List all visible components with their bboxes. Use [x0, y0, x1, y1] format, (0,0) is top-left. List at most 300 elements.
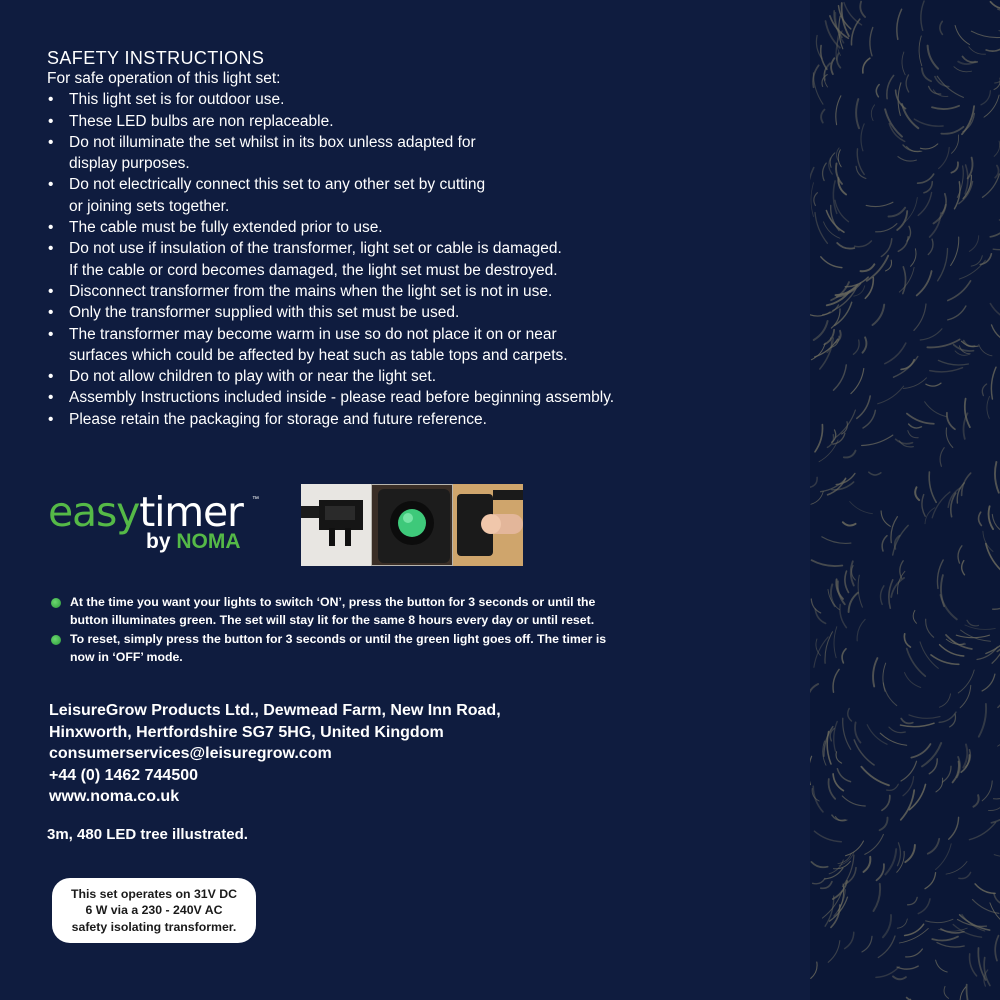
- swirl-stroke: [836, 752, 842, 763]
- logo-by-text: by: [146, 530, 171, 553]
- list-item: [47, 387, 787, 408]
- logo-timer-text: timer: [139, 488, 243, 536]
- swirl-stroke: [878, 936, 895, 958]
- swirl-stroke: [903, 777, 914, 796]
- trademark-symbol: ™: [252, 496, 259, 503]
- swirl-stroke: [816, 639, 821, 655]
- swirl-stroke: [944, 986, 949, 998]
- swirl-stroke: [863, 337, 867, 352]
- safety-list: [47, 89, 787, 430]
- swirl-stroke: [903, 267, 906, 294]
- swirl-stroke: [954, 67, 972, 72]
- swirl-stroke: [990, 903, 1000, 926]
- swirl-stroke: [813, 879, 825, 884]
- address-line-2: Hinxworth, Hertfordshire SG7 5HG, United Kingdom: [49, 723, 444, 741]
- swirl-stroke: [908, 431, 918, 438]
- swirl-stroke: [842, 649, 846, 663]
- swirl-stroke: [865, 834, 884, 854]
- swirl-stroke: [815, 213, 827, 244]
- transformer-plug-photo: [301, 484, 371, 566]
- finger-press-photo: [453, 484, 523, 566]
- decorative-swirl-pattern: [810, 0, 1000, 1000]
- swirl-stroke: [862, 936, 872, 952]
- swirl-stroke: [995, 166, 998, 178]
- swirl-stroke: [844, 451, 856, 458]
- illustration-note: 3m, 480 LED tree illustrated.: [47, 826, 248, 843]
- swirl-stroke: [926, 919, 953, 922]
- bullet-icon: •: [48, 304, 54, 322]
- swirl-stroke: [940, 645, 964, 656]
- bullet-icon: •: [48, 240, 54, 258]
- swirl-stroke: [936, 960, 948, 972]
- swirl-stroke: [947, 413, 955, 429]
- green-button-photo: [371, 484, 453, 566]
- swirl-stroke: [898, 157, 917, 161]
- swirl-stroke: [975, 884, 995, 894]
- list-item: [47, 132, 787, 175]
- swirl-stroke: [882, 796, 890, 811]
- swirl-stroke: [821, 110, 824, 123]
- swirl-stroke: [979, 345, 992, 356]
- swirl-stroke: [856, 99, 859, 128]
- swirl-stroke: [831, 58, 834, 74]
- swirl-stroke: [986, 544, 1000, 572]
- swirl-stroke: [834, 627, 837, 658]
- swirl-stroke: [810, 684, 818, 699]
- swirl-stroke: [857, 396, 870, 418]
- swirl-stroke: [902, 52, 905, 75]
- swirl-stroke: [811, 343, 825, 360]
- swirl-stroke: [994, 894, 1000, 905]
- swirl-stroke: [824, 222, 840, 239]
- swirl-stroke: [811, 962, 817, 978]
- swirl-stroke: [810, 756, 812, 784]
- swirl-stroke: [897, 966, 918, 969]
- swirl-stroke: [899, 268, 914, 293]
- swirl-stroke: [993, 244, 1000, 250]
- swirl-stroke: [814, 831, 841, 842]
- bullet-icon: •: [48, 389, 54, 407]
- easytimer-logo: [48, 490, 263, 560]
- swirl-stroke: [995, 462, 999, 493]
- swirl-stroke: [901, 360, 914, 370]
- swirl-stroke: [823, 305, 839, 315]
- swirl-stroke: [979, 512, 982, 525]
- swirl-stroke: [952, 135, 959, 153]
- swirl-stroke: [896, 439, 913, 443]
- swirl-stroke: [938, 360, 968, 365]
- swirl-stroke: [837, 243, 854, 249]
- swirl-stroke: [953, 762, 959, 783]
- swirl-stroke: [858, 575, 862, 607]
- swirl-stroke: [925, 402, 947, 417]
- swirl-stroke: [936, 844, 952, 870]
- swirl-stroke: [905, 673, 921, 688]
- swirl-stroke: [821, 257, 842, 268]
- logo-easy-text: easy: [48, 488, 140, 536]
- swirl-stroke: [969, 236, 978, 252]
- swirl-stroke: [924, 182, 932, 193]
- swirl-stroke: [994, 78, 1000, 90]
- swirl-stroke: [873, 658, 877, 686]
- swirl-stroke: [829, 779, 836, 799]
- safety-title: SAFETY INSTRUCTIONS: [47, 48, 265, 68]
- swirl-stroke: [897, 9, 902, 39]
- swirl-stroke: [930, 213, 941, 237]
- swirl-stroke: [821, 46, 827, 70]
- swirl-stroke: [845, 932, 854, 948]
- list-item-text: Do not illuminate the set whilst in its box unless adapted for display purposes.: [69, 133, 476, 173]
- bullet-icon: •: [48, 133, 54, 151]
- swirl-stroke: [965, 165, 968, 194]
- swirl-stroke: [882, 536, 887, 551]
- swirl-stroke: [932, 937, 958, 941]
- swirl-stroke: [983, 174, 1000, 197]
- swirl-stroke: [964, 341, 975, 347]
- swirl-stroke: [889, 727, 905, 732]
- swirl-stroke: [995, 936, 998, 961]
- list-item: [47, 366, 787, 387]
- swirl-stroke: [903, 378, 926, 389]
- swirl-stroke: [885, 849, 896, 874]
- swirl-stroke: [831, 282, 849, 300]
- list-item-text: Only the transformer supplied with this set must be used.: [69, 304, 460, 322]
- swirl-stroke: [960, 685, 971, 708]
- swirl-stroke: [898, 843, 901, 866]
- contact-block: [49, 700, 501, 808]
- swirl-stroke: [929, 759, 937, 774]
- swirl-stroke: [823, 163, 827, 180]
- swirl-stroke: [897, 571, 904, 594]
- swirl-stroke: [919, 36, 922, 66]
- swirl-stroke: [994, 855, 1000, 858]
- list-item: [47, 217, 787, 238]
- swirl-stroke: [994, 141, 1000, 156]
- swirl-stroke: [973, 900, 999, 914]
- list-item-text: Do not allow children to play with or near the light set.: [69, 368, 437, 386]
- bullet-icon: •: [48, 91, 54, 109]
- swirl-stroke: [810, 477, 817, 487]
- swirl-stroke: [883, 663, 886, 691]
- swirl-stroke: [937, 943, 964, 947]
- swirl-stroke: [990, 224, 1000, 237]
- swirl-stroke: [862, 435, 893, 445]
- swirl-stroke: [874, 884, 881, 911]
- swirl-stroke: [864, 857, 871, 872]
- swirl-stroke: [969, 47, 986, 54]
- swirl-stroke: [873, 305, 885, 325]
- swirl-stroke: [814, 321, 828, 340]
- swirl-stroke: [992, 325, 1000, 342]
- bullet-icon: •: [48, 176, 54, 194]
- swirl-stroke: [870, 28, 873, 56]
- swirl-stroke: [822, 537, 851, 544]
- list-item-text: Assembly Instructions included inside - please read before beginning assembly.: [69, 389, 615, 407]
- list-item-text: The transformer may become warm in use so do not place it on or near surfaces which could be affected by heat such as table tops and carpets.: [69, 325, 568, 364]
- swirl-stroke: [896, 90, 906, 109]
- swirl-stroke: [946, 428, 953, 448]
- swirl-stroke: [813, 73, 823, 104]
- swirl-stroke: [909, 784, 925, 809]
- swirl-stroke: [948, 281, 971, 301]
- swirl-stroke: [941, 127, 963, 134]
- swirl-stroke: [906, 75, 909, 92]
- swirl-stroke: [834, 365, 847, 390]
- swirl-stroke: [938, 249, 948, 281]
- swirl-stroke: [876, 967, 899, 978]
- swirl-stroke: [963, 57, 978, 63]
- swirl-stroke: [899, 928, 928, 943]
- swirl-stroke: [861, 264, 875, 271]
- swirl-stroke: [825, 632, 833, 664]
- swirl-stroke: [987, 396, 990, 418]
- list-item: [47, 89, 787, 110]
- swirl-stroke: [867, 725, 887, 745]
- swirl-stroke: [911, 744, 930, 758]
- swirl-stroke: [922, 495, 925, 517]
- list-item: [47, 111, 787, 132]
- contact-email: consumerservices@leisuregrow.com: [49, 745, 332, 762]
- swirl-stroke: [932, 492, 950, 518]
- swirl-stroke: [915, 487, 919, 500]
- swirl-stroke: [825, 868, 843, 879]
- swirl-stroke: [881, 511, 890, 526]
- swirl-stroke: [877, 864, 884, 880]
- swirl-stroke: [941, 595, 957, 619]
- swirl-stroke: [838, 150, 841, 167]
- swirl-stroke: [914, 304, 926, 330]
- swirl-stroke: [982, 384, 986, 396]
- swirl-stroke: [982, 781, 992, 801]
- swirl-stroke: [901, 719, 913, 724]
- swirl-stroke: [815, 339, 838, 357]
- swirl-pattern-graphic: [810, 0, 1000, 1000]
- list-item-text: Do not use if insulation of the transformer, light set or cable is damaged. If the cable or cord becomes damaged, the light set must be destroyed.: [69, 240, 562, 279]
- swirl-stroke: [836, 96, 841, 125]
- contact-website: www.noma.co.uk: [49, 788, 180, 805]
- bullet-icon: •: [48, 112, 54, 130]
- swirl-stroke: [861, 767, 889, 786]
- swirl-stroke: [928, 239, 933, 254]
- logo-noma-text: NOMA: [176, 530, 241, 553]
- swirl-stroke: [936, 778, 943, 792]
- swirl-stroke: [967, 620, 979, 626]
- swirl-stroke: [861, 124, 864, 151]
- swirl-stroke: [963, 745, 967, 768]
- swirl-stroke: [901, 790, 914, 820]
- swirl-stroke: [854, 740, 874, 765]
- swirl-stroke: [812, 560, 843, 566]
- swirl-stroke: [946, 862, 967, 875]
- swirl-stroke: [971, 31, 1000, 37]
- swirl-stroke: [836, 410, 855, 437]
- swirl-stroke: [833, 669, 839, 692]
- swirl-stroke: [886, 260, 892, 271]
- swirl-stroke: [914, 119, 943, 126]
- list-item: [47, 238, 787, 281]
- swirl-stroke: [928, 839, 939, 854]
- swirl-stroke: [883, 915, 891, 937]
- swirl-stroke: [917, 271, 932, 295]
- swirl-stroke: [857, 149, 864, 175]
- logo-wordmark: [48, 490, 243, 534]
- swirl-stroke: [863, 410, 875, 428]
- swirl-stroke: [991, 367, 996, 399]
- swirl-stroke: [855, 241, 872, 247]
- swirl-stroke: [897, 919, 907, 928]
- swirl-stroke: [991, 2, 1000, 9]
- swirl-stroke: [837, 769, 850, 782]
- swirl-stroke: [962, 561, 965, 575]
- timer-step-text: At the time you want your lights to switch ‘ON’, press the button for 3 seconds or until the button illuminates green. The set will stay lit for the same 8 hours every day or until reset.: [70, 595, 596, 627]
- swirl-stroke: [960, 987, 966, 1000]
- swirl-stroke: [955, 182, 960, 209]
- swirl-stroke: [939, 712, 956, 722]
- timer-step-text: To reset, simply press the button for 3 seconds or until the green light goes off. The timer is now in ‘OFF’ mode.: [70, 632, 607, 664]
- swirl-stroke: [898, 83, 901, 116]
- swirl-stroke: [984, 95, 999, 117]
- list-item-text: The cable must be fully extended prior to use.: [69, 219, 383, 237]
- swirl-stroke: [811, 183, 814, 217]
- swirl-stroke: [920, 642, 938, 669]
- swirl-stroke: [857, 619, 865, 640]
- swirl-stroke: [887, 76, 894, 99]
- swirl-stroke: [929, 472, 936, 502]
- swirl-stroke: [909, 424, 922, 428]
- swirl-stroke: [898, 237, 908, 252]
- swirl-stroke: [832, 815, 845, 820]
- power-spec-text: This set operates on 31V DC 6 W via a 230 - 240V AC safety isolating transformer.: [70, 886, 238, 934]
- swirl-stroke: [959, 872, 971, 878]
- swirl-stroke: [829, 860, 843, 874]
- swirl-stroke: [988, 803, 1000, 810]
- list-item: [47, 174, 787, 217]
- swirl-stroke: [942, 766, 951, 782]
- swirl-stroke: [814, 193, 818, 206]
- green-dot-icon: [51, 598, 61, 608]
- swirl-stroke: [993, 602, 1000, 610]
- swirl-stroke: [813, 786, 823, 812]
- swirl-stroke: [815, 425, 823, 452]
- swirl-stroke: [942, 194, 946, 213]
- list-item-text: Please retain the packaging for storage and future reference.: [69, 410, 487, 428]
- logo-byline: [146, 530, 241, 554]
- swirl-stroke: [876, 85, 879, 97]
- swirl-stroke: [855, 722, 860, 742]
- swirl-stroke: [965, 625, 995, 629]
- swirl-stroke: [986, 47, 1000, 51]
- swirl-stroke: [909, 715, 940, 718]
- swirl-stroke: [840, 605, 847, 628]
- swirl-stroke: [913, 610, 916, 623]
- swirl-stroke: [939, 148, 950, 169]
- swirl-stroke: [928, 46, 939, 69]
- list-item-text: Do not electrically connect this set to any other set by cutting or joining sets together.: [69, 176, 486, 215]
- swirl-stroke: [918, 174, 934, 183]
- bullet-icon: •: [48, 410, 54, 428]
- swirl-stroke: [863, 58, 870, 73]
- list-item-text: These LED bulbs are non replaceable.: [69, 112, 334, 130]
- bullet-icon: •: [48, 325, 54, 343]
- swirl-stroke: [844, 3, 862, 25]
- swirl-stroke: [940, 694, 951, 707]
- swirl-stroke: [881, 239, 891, 257]
- swirl-stroke: [907, 649, 926, 677]
- swirl-stroke: [893, 976, 906, 979]
- swirl-stroke: [930, 368, 963, 372]
- swirl-stroke: [811, 862, 827, 867]
- swirl-stroke: [969, 822, 995, 839]
- safety-section: [47, 48, 787, 430]
- safety-intro: For safe operation of this light set:: [47, 70, 281, 87]
- swirl-stroke: [918, 193, 931, 216]
- swirl-stroke: [905, 924, 924, 935]
- contact-phone: +44 (0) 1462 744500: [49, 766, 199, 784]
- swirl-stroke: [889, 208, 906, 217]
- swirl-stroke: [981, 91, 990, 105]
- swirl-stroke: [926, 619, 934, 637]
- timer-photo-strip: [301, 484, 523, 566]
- timer-instructions: [48, 594, 628, 668]
- swirl-stroke: [926, 383, 941, 386]
- swirl-stroke: [911, 249, 916, 266]
- timer-step: [48, 594, 628, 629]
- swirl-stroke: [990, 304, 1000, 321]
- bullet-icon: •: [48, 282, 54, 300]
- swirl-stroke: [951, 162, 958, 173]
- swirl-stroke: [959, 260, 985, 279]
- swirl-stroke: [845, 571, 849, 592]
- swirl-stroke: [979, 704, 986, 737]
- swirl-stroke: [904, 634, 910, 647]
- swirl-stroke: [830, 153, 835, 167]
- swirl-stroke: [828, 941, 840, 963]
- green-dot-icon: [51, 635, 61, 645]
- swirl-stroke: [811, 491, 823, 504]
- swirl-stroke: [848, 709, 852, 722]
- swirl-stroke: [949, 817, 959, 839]
- swirl-stroke: [922, 68, 931, 81]
- swirl-stroke: [982, 674, 995, 691]
- swirl-stroke: [901, 761, 917, 781]
- swirl-stroke: [920, 329, 942, 340]
- swirl-stroke: [883, 683, 896, 706]
- swirl-stroke: [918, 899, 930, 914]
- swirl-stroke: [876, 224, 897, 232]
- swirl-stroke: [967, 985, 974, 1000]
- swirl-stroke: [958, 670, 974, 693]
- swirl-stroke: [831, 584, 835, 606]
- bullet-icon: •: [48, 368, 54, 386]
- swirl-stroke: [929, 86, 941, 94]
- swirl-stroke: [860, 2, 865, 17]
- swirl-stroke: [880, 818, 888, 831]
- address-line-1: LeisureGrow Products Ltd., Dewmead Farm, New Inn Road,: [49, 702, 501, 719]
- swirl-stroke: [940, 21, 943, 34]
- timer-step: [48, 631, 628, 666]
- list-item: [47, 281, 787, 302]
- swirl-stroke: [837, 53, 840, 68]
- swirl-stroke: [843, 718, 851, 749]
- swirl-stroke: [995, 74, 1000, 83]
- swirl-stroke: [834, 722, 837, 752]
- list-item-text: Disconnect transformer from the mains when the light set is not in use.: [69, 282, 553, 300]
- swirl-stroke: [885, 343, 906, 364]
- swirl-stroke: [866, 202, 893, 206]
- swirl-stroke: [973, 795, 978, 807]
- swirl-stroke: [906, 949, 923, 957]
- swirl-stroke: [948, 306, 966, 320]
